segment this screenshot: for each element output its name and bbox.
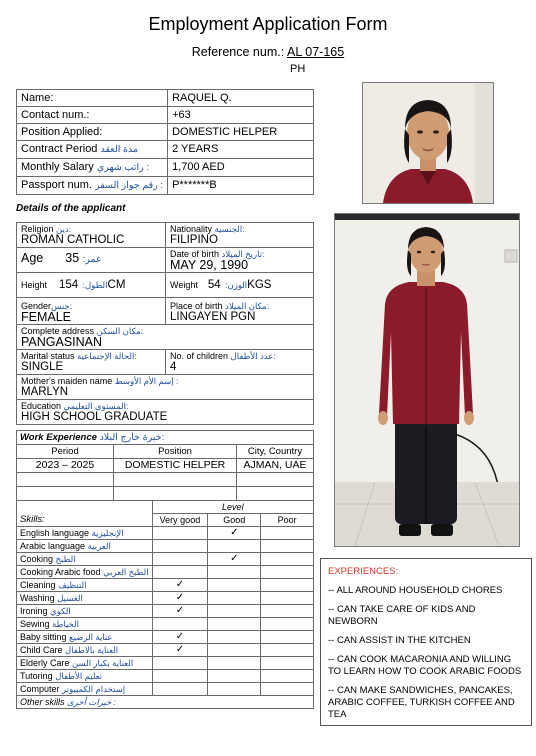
skill-name-cell — [17, 670, 153, 683]
work-experience-header — [17, 445, 314, 459]
table-row — [17, 177, 314, 195]
skill-name-ar: إستخدام الكمبيوتر — [62, 684, 126, 694]
skill-name: Computer — [20, 684, 60, 694]
skill-row — [17, 670, 314, 683]
pob-cell — [166, 298, 314, 325]
skill-name-cell — [17, 618, 153, 631]
weight-value: 54KGS — [207, 279, 272, 291]
work-experience-label: Work Experience — [20, 432, 97, 443]
table-row — [17, 487, 314, 501]
skill-level-cell — [261, 657, 314, 670]
skill-level-cell — [208, 644, 261, 657]
age-cell — [17, 248, 166, 273]
reference-number: AL 07-165 — [286, 45, 345, 59]
skill-level-cell — [152, 579, 208, 592]
check-icon: ✓ — [175, 631, 185, 642]
nationality-code: PH — [290, 63, 306, 75]
experience-item: -- ALL AROUND HOUSEHOLD CHORES — [328, 585, 503, 596]
skill-name-cell — [17, 579, 153, 592]
other-skills-label: Other skills — [20, 697, 65, 707]
address-label: Complete address — [21, 326, 95, 336]
summary-label: Name: — [21, 92, 54, 104]
skill-name-ar: العناية بكبار السن — [72, 658, 134, 668]
skill-level-cell — [261, 618, 314, 631]
skill-row — [17, 657, 314, 670]
experiences-heading: EXPERIENCES: — [328, 566, 399, 577]
skill-row — [17, 579, 314, 592]
skill-level-cell — [261, 605, 314, 618]
summary-label: Position Applied: — [21, 126, 103, 138]
other-skills-row — [17, 696, 314, 709]
skill-level-cell — [208, 618, 261, 631]
table-row — [17, 473, 314, 487]
check-icon: ✓ — [175, 592, 185, 603]
religion-label-ar: دين: — [56, 224, 72, 234]
nationality-label: Nationality — [170, 224, 213, 234]
skill-level-cell — [261, 644, 314, 657]
gender-label-ar: جنس: — [51, 301, 73, 311]
marital-cell — [17, 350, 166, 375]
experiences-box — [320, 558, 532, 726]
summary-value: P*******B — [168, 177, 314, 195]
nationality-cell — [166, 223, 314, 248]
height-value: 154CM — [59, 279, 126, 291]
skill-row — [17, 618, 314, 631]
work-position: DOMESTIC HELPER — [114, 459, 237, 473]
religion-value: ROMAN CATHOLIC — [21, 234, 125, 246]
experience-item: -- CAN MAKE SANDWICHES, PANCAKES, ARABIC COFFEE, TURKISH COFFEE AND TEA — [328, 685, 515, 720]
skill-name: Child Care — [20, 645, 63, 655]
skill-name-cell — [17, 592, 153, 605]
skill-level-cell — [208, 592, 261, 605]
skill-name: Cooking — [20, 554, 54, 564]
skill-level-cell — [152, 631, 208, 644]
summary-value: 1,700 AED — [168, 159, 314, 177]
skill-row — [17, 683, 314, 696]
level-good: Good — [208, 514, 261, 527]
skill-name-cell — [17, 644, 153, 657]
col-period: Period — [17, 445, 114, 459]
skill-name-cell — [17, 657, 153, 670]
address-cell — [17, 325, 314, 350]
table-row — [17, 459, 314, 473]
summary-value: DOMESTIC HELPER — [168, 124, 314, 141]
summary-value: 2 YEARS — [168, 141, 314, 159]
skill-name: Washing — [20, 593, 55, 603]
applicant-summary-table — [16, 89, 314, 195]
skill-level-cell — [208, 605, 261, 618]
skill-level-cell — [152, 657, 208, 670]
applicant-details-table — [16, 222, 314, 425]
table-row — [17, 124, 314, 141]
skill-name-ar: تعليم الأطفال — [55, 671, 103, 681]
summary-label-cell — [17, 107, 168, 124]
skill-name-cell — [17, 553, 153, 566]
nationality-label-ar: الجنسية: — [214, 224, 245, 234]
children-cell — [166, 350, 314, 375]
skill-level-cell — [261, 670, 314, 683]
skill-level-cell — [208, 657, 261, 670]
summary-label-cell — [17, 177, 168, 195]
skill-name: Tutoring — [20, 671, 53, 681]
gender-value: FEMALE — [21, 310, 72, 324]
other-skills-cell — [17, 696, 314, 709]
skill-level-cell — [152, 540, 208, 553]
reference-label: Reference num.: — [191, 45, 285, 59]
summary-label: Monthly Salary — [21, 161, 94, 173]
skill-level-cell — [152, 553, 208, 566]
skill-level-cell — [208, 553, 261, 566]
skill-name: Arabic language — [20, 541, 86, 551]
reference-line — [0, 45, 536, 59]
marital-label: Marital status — [21, 351, 75, 361]
pob-value: LINGAYEN PGN — [170, 311, 256, 323]
dob-cell — [166, 248, 314, 273]
skills-table — [16, 500, 314, 709]
summary-label: Contact num.: — [21, 109, 90, 121]
children-value: 4 — [170, 361, 177, 373]
skill-row — [17, 592, 314, 605]
age-label-ar: عمر: — [82, 254, 102, 265]
details-heading: Details of the applicant — [16, 203, 126, 214]
skill-name: Ironing — [20, 606, 48, 616]
skill-level-cell — [261, 592, 314, 605]
mother-value: MARLYN — [21, 386, 69, 398]
experience-item: -- CAN ASSIST IN THE KITCHEN — [328, 635, 471, 646]
work-experience-label-ar: خبرة خارج البلاد: — [99, 432, 165, 443]
skill-level-cell — [208, 670, 261, 683]
skill-name-ar: التنظيف — [58, 580, 87, 590]
skill-row — [17, 566, 314, 579]
children-label-ar: عدد الأطفال: — [230, 351, 276, 361]
pob-label-ar: مكان الميلاد: — [225, 301, 270, 311]
page-title: Employment Application Form — [148, 14, 388, 34]
nationality-value: FILIPINO — [170, 234, 218, 246]
skill-row — [17, 553, 314, 566]
height-cell — [17, 273, 166, 298]
summary-label-cell — [17, 159, 168, 177]
dob-label: Date of birth — [170, 249, 220, 259]
summary-value: RAQUEL Q. — [168, 90, 314, 107]
summary-label: Passport num. — [21, 179, 92, 191]
skill-level-cell — [208, 631, 261, 644]
mother-label-ar: إسم الأم الأوسط : — [114, 376, 179, 386]
weight-label: Weight — [170, 280, 198, 290]
work-experience-table — [16, 430, 314, 501]
marital-label-ar: الحالة الإجتماعية: — [77, 351, 137, 361]
skill-level-cell — [152, 644, 208, 657]
skill-row — [17, 527, 314, 540]
skill-level-cell — [152, 605, 208, 618]
skill-name-ar: الإنجليزية — [91, 528, 124, 538]
education-label-ar: المستوى التعليمي: — [63, 401, 129, 411]
summary-value: +63 — [168, 107, 314, 124]
age-label: Age — [21, 251, 44, 265]
summary-label-cell — [17, 141, 168, 159]
skill-name: Cleaning — [20, 580, 56, 590]
skill-name-cell — [17, 605, 153, 618]
skill-name-cell — [17, 683, 153, 696]
applicant-portrait-photo — [362, 82, 494, 204]
experience-item: -- CAN TAKE CARE OF KIDS AND NEWBORN — [328, 604, 476, 627]
religion-cell — [17, 223, 166, 248]
skill-level-cell — [152, 566, 208, 579]
work-city: AJMAN, UAE — [237, 459, 314, 473]
skill-name-cell — [17, 527, 153, 540]
check-icon: ✓ — [230, 553, 239, 564]
height-label: Height — [21, 280, 48, 290]
marital-value: SINGLE — [21, 361, 64, 373]
skill-name-cell — [17, 540, 153, 553]
pob-label: Place of birth — [170, 301, 223, 311]
children-label: No. of children — [170, 351, 229, 361]
check-icon: ✓ — [175, 579, 185, 590]
experiences-list — [321, 585, 531, 721]
summary-label-cell — [17, 90, 168, 107]
skill-name: Sewing — [20, 619, 50, 629]
skill-name: Baby sitting — [20, 632, 67, 642]
check-icon: ✓ — [230, 527, 239, 538]
level-heading: Level — [152, 501, 313, 514]
skill-level-cell — [261, 527, 314, 540]
work-period: 2023 – 2025 — [17, 459, 114, 473]
dob-value: MAY 29, 1990 — [170, 258, 249, 272]
skill-level-cell — [261, 631, 314, 644]
skill-level-cell — [152, 592, 208, 605]
skill-level-cell — [152, 683, 208, 696]
skill-row — [17, 631, 314, 644]
table-row — [17, 107, 314, 124]
skill-row — [17, 540, 314, 553]
skill-name-ar: عناية الرضيع — [69, 632, 113, 642]
skill-level-cell — [152, 618, 208, 631]
skill-name-cell — [17, 631, 153, 644]
mother-cell — [17, 375, 314, 400]
col-city: City, Country — [237, 445, 314, 459]
skill-name-ar: العناية بالاطفال — [65, 645, 119, 655]
dob-label-ar: تاريخ الميلاد: — [221, 249, 265, 259]
height-label-ar: الطول: — [82, 280, 108, 290]
address-label-ar: مكان السكن: — [96, 326, 144, 336]
skill-level-cell — [261, 540, 314, 553]
education-label: Education — [21, 401, 62, 411]
skill-name: Elderly Care — [20, 658, 70, 668]
table-row — [17, 90, 314, 107]
level-very-good: Very good — [152, 514, 208, 527]
table-row — [17, 159, 314, 177]
education-value: HIGH SCHOOL GRADUATE — [21, 411, 168, 423]
skill-name-ar: العربية — [87, 541, 111, 551]
skill-level-cell — [208, 683, 261, 696]
religion-label: Religion — [21, 224, 54, 234]
weight-label-ar: الوزن: — [225, 280, 248, 290]
skill-name-cell — [17, 566, 153, 579]
education-cell — [17, 400, 314, 425]
skill-level-cell — [208, 540, 261, 553]
skill-name-ar: الكوي — [50, 606, 71, 616]
skill-level-cell — [261, 553, 314, 566]
gender-cell — [17, 298, 166, 325]
skill-level-cell — [152, 527, 208, 540]
table-row — [17, 141, 314, 159]
skill-name-ar: الطبخ العربي — [103, 567, 149, 577]
summary-label-cell — [17, 124, 168, 141]
skill-name: English language — [20, 528, 90, 538]
col-position: Position — [114, 445, 237, 459]
other-skills-label-ar: خبرات أخرى : — [67, 697, 116, 707]
check-icon: ✓ — [175, 605, 185, 616]
skill-level-cell — [208, 527, 261, 540]
mother-label: Mother's maiden name — [21, 376, 113, 386]
skill-level-cell — [261, 566, 314, 579]
skill-level-cell — [261, 579, 314, 592]
skill-name: Cooking Arabic food — [20, 567, 101, 577]
age-value: 35 — [65, 251, 80, 265]
experience-item: -- CAN COOK MACARONIA AND WILLING TO LEARN HOW TO COOK ARABIC FOODS — [328, 654, 522, 677]
level-poor: Poor — [261, 514, 314, 527]
full-body-illustration — [335, 214, 519, 546]
check-icon: ✓ — [175, 644, 185, 655]
skill-level-cell — [208, 566, 261, 579]
portrait-illustration — [363, 83, 493, 203]
applicant-full-body-photo — [334, 213, 520, 547]
skill-name-ar: الطبخ — [55, 554, 76, 564]
weight-cell — [166, 273, 314, 298]
address-value: PANGASINAN — [21, 335, 103, 349]
skill-name-ar: الغسيل — [57, 593, 83, 603]
gender-label: Gender — [21, 301, 52, 311]
skill-row — [17, 605, 314, 618]
skill-row — [17, 644, 314, 657]
work-experience-heading — [17, 431, 314, 445]
skills-heading: Skills: — [17, 501, 153, 527]
summary-label-ar: راتب شهري : — [96, 162, 149, 173]
skill-level-cell — [208, 579, 261, 592]
summary-label-ar: رقم جواز السفر : — [94, 180, 164, 191]
summary-label: Contract Period — [21, 143, 98, 155]
skill-level-cell — [152, 670, 208, 683]
skill-level-cell — [261, 683, 314, 696]
summary-label-ar: مدة العقد — [100, 144, 139, 155]
skill-name-ar: الخياطة — [52, 619, 79, 629]
